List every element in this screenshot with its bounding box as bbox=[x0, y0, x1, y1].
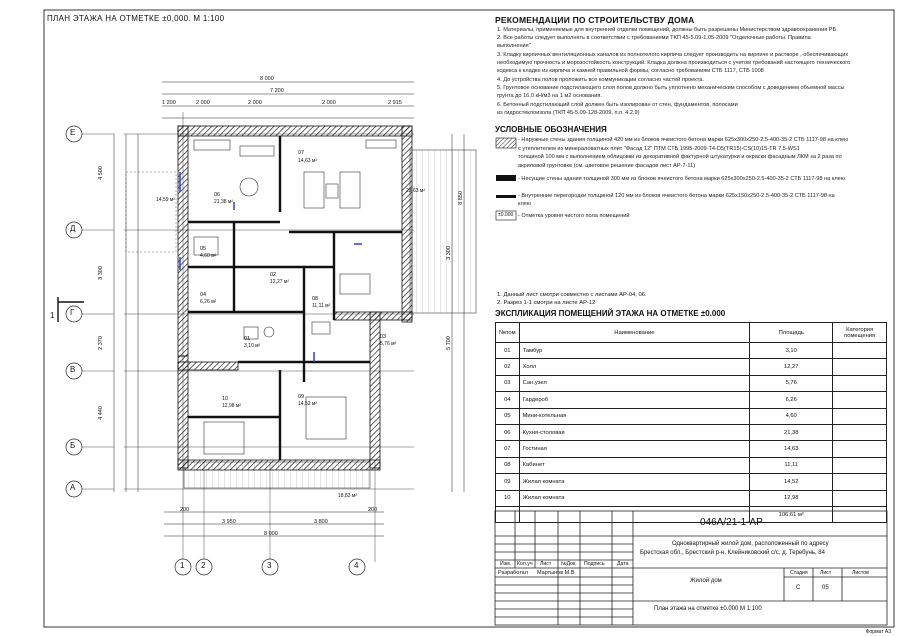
dim-top-segment: 2 915 bbox=[388, 100, 402, 106]
room-area: 3,10 bbox=[750, 343, 833, 359]
stamp-col-header: Подпись bbox=[584, 561, 605, 567]
room-number: 05 bbox=[200, 246, 207, 252]
room-category bbox=[833, 424, 887, 440]
terrace-area: 18,83 м² bbox=[338, 493, 358, 499]
room-name: Гардероб bbox=[519, 392, 750, 408]
dim-left: 4 440 bbox=[97, 406, 104, 420]
room-area: 11,11 bbox=[750, 457, 833, 473]
legend-line: акриловой грунтовке (см. цветовое решение фасадов лист АР-7-11) bbox=[518, 163, 696, 169]
room-num: 02 bbox=[496, 359, 520, 375]
room-name: Гостиная bbox=[519, 441, 750, 457]
axis-row-label: Г bbox=[70, 308, 75, 317]
room-category bbox=[833, 343, 887, 359]
room-area: 12,27 bbox=[750, 359, 833, 375]
recommendation-line: кодекса к кладке из кирпича и камней правильной формы, согласно требованиям СТБ 1117, СТБ 1008 bbox=[497, 68, 764, 74]
room-num: 10 bbox=[496, 490, 520, 506]
legend-line: - Отметка уровня чистого пола помещений bbox=[518, 213, 630, 219]
recommendation-line: необходимую прочность и морозостойкость конструкций. Кладка должна производиться с учетом требований настоящего технического bbox=[497, 60, 851, 66]
table-row bbox=[496, 375, 887, 391]
dim-left: 4 500 bbox=[97, 166, 104, 180]
stamp-author: Мартынов М.В. bbox=[537, 570, 576, 576]
legend-title: УСЛОВНЫЕ ОБОЗНАЧЕНИЯ bbox=[495, 125, 607, 134]
table-header-row bbox=[496, 323, 887, 343]
axis-col-label: 4 bbox=[354, 561, 359, 570]
room-num: 09 bbox=[496, 474, 520, 490]
room-num: 03 bbox=[496, 375, 520, 391]
drawing-code: 046А/21-1-АР bbox=[700, 517, 763, 528]
object-name: Одноквартирный жилой дом, расположенный по адресу bbox=[672, 541, 829, 547]
note-line: 2. Разрез 1-1 смотри на листе АР-12 bbox=[497, 300, 596, 306]
axis-col-label: 3 bbox=[267, 561, 272, 570]
room-area: 12,27 м² bbox=[270, 279, 290, 285]
dim-right: 5 700 bbox=[445, 336, 452, 350]
dim-bottom-segment: 3 800 bbox=[314, 519, 328, 525]
room-number: 02 bbox=[270, 272, 277, 278]
recommendation-line: 2. Все работы следует выполнять в соответствии с требованиями ТКП 45-5.09-1.05-2009 "Отделочные работы. Правила bbox=[497, 35, 811, 41]
room-area: 14,52 м² bbox=[298, 401, 318, 407]
dim-bottom-segment: 200 bbox=[368, 507, 378, 513]
room-area: 14,63 м² bbox=[298, 158, 318, 164]
room-num: 04 bbox=[496, 392, 520, 408]
table-row bbox=[496, 408, 887, 424]
column-header: Категория помещения bbox=[833, 323, 887, 343]
room-number: 09 bbox=[298, 394, 305, 400]
dim-right: 3 300 bbox=[445, 246, 452, 260]
dim-top-mid: 7 200 bbox=[270, 88, 284, 94]
table-total-row bbox=[496, 506, 887, 522]
dim-left: 3 300 bbox=[97, 266, 104, 280]
room-area: 12,98 bbox=[750, 490, 833, 506]
recommendation-line: 1. Материалы, применяемые для внутренней отделки помещений, должны быть разрешены Министерством здравоохранения РБ. bbox=[497, 27, 838, 33]
dim-bottom-segment: 3 950 bbox=[222, 519, 236, 525]
empty-cell bbox=[833, 506, 887, 522]
column-header: Наименование bbox=[519, 323, 750, 343]
column-header: №пом bbox=[496, 323, 520, 343]
table-row bbox=[496, 457, 887, 473]
room-num: 07 bbox=[496, 441, 520, 457]
column-header: Площадь bbox=[750, 323, 833, 343]
dim-top-overall: 8 000 bbox=[260, 76, 274, 82]
recommendations-title: РЕКОМЕНДАЦИИ ПО СТРОИТЕЛЬСТВУ ДОМА bbox=[495, 15, 695, 25]
table-row bbox=[496, 343, 887, 359]
room-area: 5,76 bbox=[750, 375, 833, 391]
stamp-col-header: Дата bbox=[617, 561, 629, 567]
axis-col-label: 2 bbox=[201, 561, 206, 570]
room-number: 08 bbox=[312, 296, 319, 302]
total-area: 106,61 м² bbox=[750, 506, 833, 522]
dim-top-segment: 1 200 bbox=[162, 100, 176, 106]
building-name: Жилой дом bbox=[690, 578, 722, 584]
terrace-area: 14,59 м² bbox=[156, 197, 176, 203]
stage-value: С bbox=[796, 585, 801, 591]
axis-col-label: 1 bbox=[180, 561, 185, 570]
sheet-value: 05 bbox=[822, 585, 829, 591]
recommendation-line: выполнения" bbox=[497, 43, 531, 49]
axis-row-label: Д bbox=[70, 224, 76, 233]
room-num: 01 bbox=[496, 343, 520, 359]
legend-line: с утеплителем из минераловатных плит "Фасад 12" ПТМ СТБ 1995-2009-Т4-D5(TR15)-CS(10)15-TR 7.5-WS1 bbox=[518, 146, 800, 152]
axis-row-label: Б bbox=[70, 441, 76, 450]
recommendation-line: 6. Бетонный подстилающий слой должен быть изолирован от стен, фундаментов, полосами bbox=[497, 102, 738, 108]
axis-row-label: А bbox=[70, 483, 76, 492]
room-category bbox=[833, 474, 887, 490]
room-area: 12,98 м² bbox=[222, 403, 242, 409]
room-name: Кухня-столовая bbox=[519, 424, 750, 440]
dim-top-segment: 2 000 bbox=[322, 100, 336, 106]
room-number: 06 bbox=[214, 192, 221, 198]
stamp-col-header: №Док. bbox=[561, 561, 577, 567]
room-number: 01 bbox=[244, 336, 251, 342]
room-number: 04 bbox=[200, 292, 207, 298]
room-area: 11,11 м² bbox=[312, 303, 331, 309]
stamp-col-header: Изм. bbox=[500, 561, 512, 567]
sheet-label: Лист bbox=[820, 570, 832, 576]
room-name: Холл bbox=[519, 359, 750, 375]
room-num: 08 bbox=[496, 457, 520, 473]
sheet-title: ПЛАН ЭТАЖА НА ОТМЕТКЕ ±0,000. М 1:100 bbox=[47, 14, 225, 23]
dim-bottom-segment: 200 bbox=[180, 507, 190, 513]
table-row bbox=[496, 359, 887, 375]
legend-line: клею bbox=[518, 201, 532, 207]
section-mark-label: 1 bbox=[50, 311, 55, 320]
format-label: Формат А3 bbox=[865, 629, 891, 635]
table-row bbox=[496, 490, 887, 506]
table-row bbox=[496, 441, 887, 457]
room-name: Жилая комната bbox=[519, 474, 750, 490]
room-area: 21,38 bbox=[750, 424, 833, 440]
room-area: 5,76 м² bbox=[380, 341, 397, 347]
room-area: 6,26 м² bbox=[200, 299, 217, 305]
recommendation-line: 3. Кладку кирпичных вентиляционных каналов из полнотелого кирпича следует производить на кирпиче и растворе , обеспечивающих bbox=[497, 52, 849, 58]
room-category bbox=[833, 375, 887, 391]
legend-level-mark: ±0.000 bbox=[498, 212, 514, 218]
dim-top-segment: 2 000 bbox=[248, 100, 262, 106]
floor-plan bbox=[44, 22, 534, 622]
room-category bbox=[833, 359, 887, 375]
dim-right: 8 850 bbox=[457, 191, 464, 205]
terrace-area: 23,63 м² bbox=[406, 188, 426, 194]
dim-left: 2 370 bbox=[97, 336, 104, 350]
room-area: 3,10 м² bbox=[244, 343, 261, 349]
table-row bbox=[496, 474, 887, 490]
recommendation-line: 4. До устройства полов проложить все коммуникации согласно частей проекта. bbox=[497, 77, 704, 83]
recommendation-line: грунта до 16.0 кН/м3 на 1 м2 основания. bbox=[497, 93, 602, 99]
room-category bbox=[833, 457, 887, 473]
legend-line: - Несущие стены здания толщиной 300 мм из блоков ячеистого бетона марки 625х300х250-2.5-400-35-2 СТБ 1117-98 на клею bbox=[518, 176, 845, 182]
axis-row-label: Е bbox=[70, 128, 76, 137]
legend-line: - Наружные стены здания толщиной 420 мм из блоков ячеистого бетона марки 625х300х250-2.5-400-35-2 СТБ 1117-98 на клею bbox=[518, 137, 849, 143]
object-address: Брестская обл., Брестский р-н, Клейниковский с/с, д. Теребунь, 84 bbox=[640, 550, 825, 556]
room-name: Мини-котельная bbox=[519, 408, 750, 424]
stage-label: Стадия bbox=[790, 570, 808, 576]
recommendation-line: из гидростеклоизола (ТКП 45-5.09-128-2009, п.п. 4.2.9) bbox=[497, 110, 640, 116]
sheets-label: Листов bbox=[852, 570, 869, 576]
table-row bbox=[496, 392, 887, 408]
note-line: 1. Данный лист смотри совместно с листами АР-04, 06. bbox=[497, 292, 647, 298]
drawing-name: План этажа на отметке ±0.000 М 1:100 bbox=[654, 606, 762, 612]
explication-title: ЭКСПЛИКАЦИЯ ПОМЕЩЕНИЙ ЭТАЖА НА ОТМЕТКЕ ±0.000 bbox=[495, 309, 726, 318]
dim-bottom-overall: 8 000 bbox=[264, 531, 278, 537]
room-category bbox=[833, 408, 887, 424]
room-area: 14,63 bbox=[750, 441, 833, 457]
room-area: 4,60 bbox=[750, 408, 833, 424]
room-area: 21,38 м² bbox=[214, 199, 234, 205]
room-num: 05 bbox=[496, 408, 520, 424]
stamp-col-header: Лист bbox=[540, 561, 552, 567]
room-category bbox=[833, 392, 887, 408]
room-category bbox=[833, 441, 887, 457]
room-area: 4,60 м² bbox=[200, 253, 217, 259]
axis-row-label: В bbox=[70, 365, 76, 374]
room-area: 14,52 bbox=[750, 474, 833, 490]
table-row bbox=[496, 424, 887, 440]
room-name: Кабинет bbox=[519, 457, 750, 473]
room-number: 10 bbox=[222, 396, 229, 402]
empty-cell bbox=[496, 506, 520, 522]
room-name: Тамбур bbox=[519, 343, 750, 359]
room-number: 03 bbox=[380, 334, 387, 340]
stamp-role: Разработал bbox=[498, 570, 528, 576]
explication-table bbox=[495, 322, 887, 523]
dim-top-segment: 2 000 bbox=[196, 100, 210, 106]
recommendation-line: 5. Грунтовое основание подстилающего слоя полов должно быть уплотнено механическим способом с доведением объемной массы bbox=[497, 85, 845, 91]
room-name: Жилая комната bbox=[519, 490, 750, 506]
room-area: 6,26 bbox=[750, 392, 833, 408]
room-number: 07 bbox=[298, 150, 305, 156]
legend-line: - Внутренние перегородки толщиной 120 мм из блоков ячеистого бетона марки 625х150х250-2.5-400-35-2 СТБ 1117-98 на bbox=[518, 193, 835, 199]
legend-line: толщиной 100 мм с выполнением облицовки из декоративной фактурной штукатурки и окраски фасадным ЛКМ за 2 раза по bbox=[518, 154, 842, 160]
room-category bbox=[833, 490, 887, 506]
room-num: 06 bbox=[496, 424, 520, 440]
stamp-col-header: Кол.уч bbox=[517, 561, 533, 567]
room-name: Сан.узел bbox=[519, 375, 750, 391]
